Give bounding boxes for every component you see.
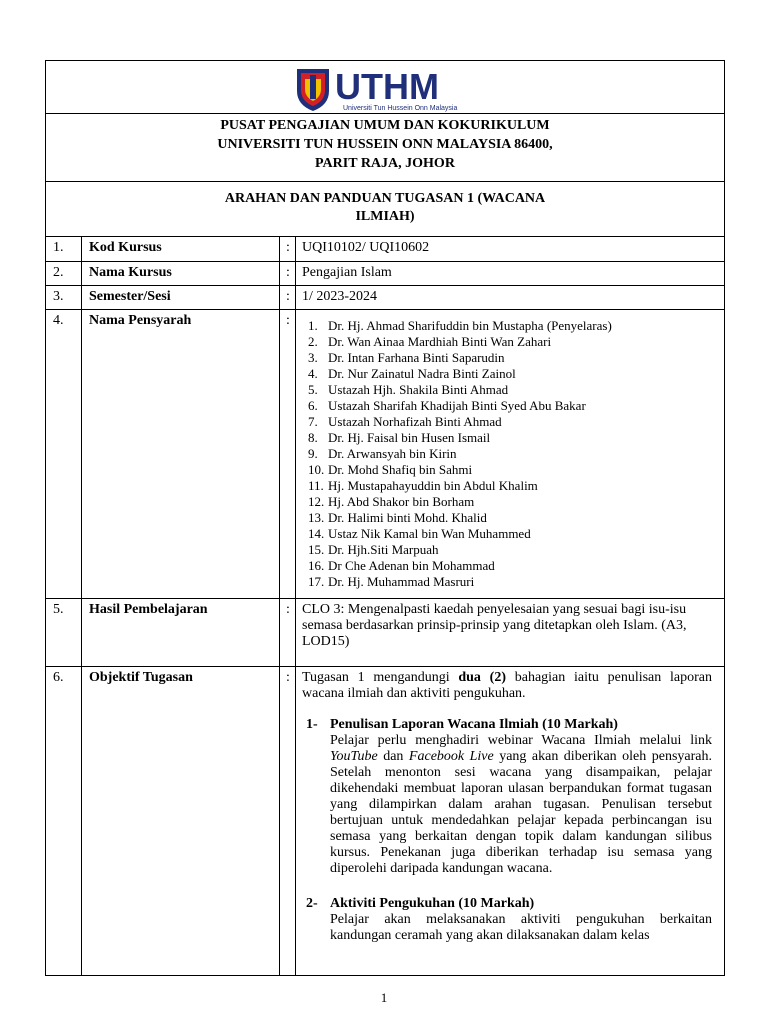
lecturer-item	[302, 334, 712, 350]
body-emphasis: YouTube	[330, 749, 378, 764]
section-body	[302, 733, 712, 877]
row-colon: :	[286, 289, 290, 304]
lecturer-name: Dr. Hjh.Siti Marpuah	[328, 542, 439, 557]
row-number: 3.	[53, 289, 64, 304]
lecturer-item	[302, 510, 712, 526]
body-emphasis: Facebook Live	[408, 749, 494, 764]
section-title	[302, 716, 712, 733]
row-colon: :	[286, 240, 290, 255]
table-row	[46, 262, 724, 286]
uthm-logo	[293, 65, 478, 113]
body-text: Pelajar perlu menghadiri webinar Wacana Ilmiah melalui link	[330, 733, 712, 748]
lecturer-number: 12.	[308, 494, 325, 509]
row-colon: :	[286, 670, 290, 685]
lecturer-item	[302, 542, 712, 558]
lecturer-number: 6.	[308, 398, 318, 413]
lecturer-number: 5.	[308, 382, 318, 397]
lecturer-item	[302, 398, 712, 414]
lecturer-item	[302, 558, 712, 574]
section-title-text: Aktiviti Pengukuhan (10 Markah)	[330, 896, 535, 911]
lecturer-name: Ustazah Norhafizah Binti Ahmad	[328, 414, 502, 429]
row-value: 1/ 2023-2024	[302, 289, 378, 304]
row-number: 1.	[53, 240, 64, 255]
header-line-3: PARIT RAJA, JOHOR	[315, 156, 455, 171]
row-number: 2.	[53, 265, 64, 280]
lecturer-number: 11.	[308, 478, 324, 493]
lecturer-number: 3.	[308, 350, 318, 365]
lecturer-item	[302, 462, 712, 478]
title-line-1: ARAHAN DAN PANDUAN TUGASAN 1 (WACANA	[224, 191, 546, 206]
table-row	[46, 310, 724, 599]
lecturer-list-cell	[302, 318, 712, 590]
lecturer-item	[302, 478, 712, 494]
section-title-text: Penulisan Laporan Wacana Ilmiah (10 Markah)	[330, 717, 618, 732]
table-row	[46, 237, 724, 262]
institution-header	[46, 114, 724, 182]
lecturer-name: Dr. Hj. Ahmad Sharifuddin bin Mustapha (Penyelaras)	[328, 318, 612, 333]
lecturer-name: Dr. Hj. Faisal bin Husen Ismail	[328, 430, 491, 445]
lecturer-list	[302, 318, 712, 590]
row-label: Semester/Sesi	[89, 289, 171, 304]
logo-row	[46, 61, 724, 114]
document-table	[45, 60, 725, 976]
objective-cell	[302, 670, 712, 944]
lecturer-name: Hj. Mustapahayuddin bin Abdul Khalim	[328, 478, 538, 493]
lecturer-number: 7.	[308, 414, 318, 429]
intro-text: Tugasan 1 mengandungi	[302, 670, 459, 685]
row-colon: :	[286, 602, 290, 617]
row-value: CLO 3: Mengenalpasti kaedah penyelesaian yang sesuai bagi isu-isu semasa berdasarkan prinsip-prinsip yang ditetapkan oleh Islam. (A3, LOD15)	[302, 602, 687, 649]
lecturer-name: Dr. Wan Ainaa Mardhiah Binti Wan Zahari	[328, 334, 552, 349]
lecturer-name: Dr. Nur Zainatul Nadra Binti Zainol	[328, 366, 516, 381]
table-row	[46, 286, 724, 310]
body-text: dan	[377, 749, 409, 764]
lecturer-name: Dr. Intan Farhana Binti Saparudin	[328, 350, 505, 365]
lecturer-item	[302, 526, 712, 542]
row-number: 4.	[53, 313, 64, 328]
intro-text: bahagian iaitu penulisan laporan wacana ilmiah dan aktiviti pengukuhan.	[302, 670, 712, 701]
lecturer-item	[302, 318, 712, 334]
row-value: UQI10102/ UQI10602	[302, 240, 430, 255]
lecturer-name: Dr. Halimi binti Mohd. Khalid	[328, 510, 487, 525]
lecturer-name: Hj. Abd Shakor bin Borham	[328, 494, 475, 509]
row-label: Kod Kursus	[89, 240, 162, 255]
header-line-2: UNIVERSITI TUN HUSSEIN ONN MALAYSIA 86400,	[217, 137, 553, 152]
lecturer-name: Ustaz Nik Kamal bin Wan Muhammed	[328, 526, 531, 541]
lecturer-name: Dr. Arwansyah bin Kirin	[328, 446, 457, 461]
lecturer-name: Dr. Mohd Shafiq bin Sahmi	[328, 462, 473, 477]
lecturer-number: 10.	[308, 462, 325, 477]
objective-intro	[302, 670, 712, 702]
lecturer-name: Dr. Hj. Muhammad Masruri	[328, 574, 475, 589]
svg-text:Universiti Tun Hussein Onn Mal: Universiti Tun Hussein Onn Malaysia	[343, 105, 458, 112]
lecturer-number: 17.	[308, 574, 325, 589]
title-line-2: ILMIAH)	[355, 209, 415, 224]
lecturer-name: Ustazah Hjh. Shakila Binti Ahmad	[328, 382, 509, 397]
section-body: Pelajar akan melaksanakan aktiviti pengukuhan berkaitan kandungan ceramah yang akan dilaksanakan dalam kelas	[330, 912, 712, 943]
row-label: Objektif Tugasan	[89, 670, 193, 685]
row-label: Hasil Pembelajaran	[89, 602, 208, 617]
lecturer-number: 14.	[308, 526, 325, 541]
lecturer-item	[302, 382, 712, 398]
table-row	[46, 667, 724, 976]
lecturer-number: 9.	[308, 446, 318, 461]
row-colon: :	[286, 313, 290, 328]
header-line-1: PUSAT PENGAJIAN UMUM DAN KOKURIKULUM	[220, 118, 550, 133]
intro-bold: dua (2)	[458, 670, 506, 685]
row-number: 5.	[53, 602, 64, 617]
lecturer-item	[302, 366, 712, 382]
section-number: 2-	[306, 896, 318, 911]
document-title	[46, 182, 724, 237]
table-row	[46, 599, 724, 667]
lecturer-item	[302, 446, 712, 462]
lecturer-number: 16.	[308, 558, 325, 573]
lecturer-number: 4.	[308, 366, 318, 381]
section-title	[302, 895, 712, 912]
svg-text:UTHM: UTHM	[335, 66, 439, 107]
row-colon: :	[286, 265, 290, 280]
body-text: yang akan diberikan oleh pensyarah. Setelah menonton sesi wacana yang disampaikan, pelajar dikehendaki membuat laporan ulasan berpandukan format tugasan yang dilampirkan dalam arahan tugasan. Penulisan tersebut bertujuan untuk mendedahkan pelajar kepada perbincangan isu semasa yang berkaitan dengan topik dalam kandungan silibus kursus. Penekanan juga diberikan terhadap isu semasa yang diperolehi daripada kandungan wacana.	[330, 749, 712, 876]
lecturer-number: 1.	[308, 318, 318, 333]
lecturer-number: 2.	[308, 334, 318, 349]
row-value: Pengajian Islam	[302, 265, 392, 280]
lecturer-number: 8.	[308, 430, 318, 445]
lecturer-name: Ustazah Sharifah Khadijah Binti Syed Abu Bakar	[328, 398, 586, 413]
row-number: 6.	[53, 670, 64, 685]
lecturer-name: Dr Che Adenan bin Mohammad	[328, 558, 495, 573]
lecturer-number: 13.	[308, 510, 325, 525]
lecturer-item	[302, 414, 712, 430]
lecturer-item	[302, 430, 712, 446]
lecturer-item	[302, 574, 712, 590]
lecturer-item	[302, 494, 712, 510]
lecturer-number: 15.	[308, 542, 325, 557]
page-number: 1	[380, 990, 388, 1005]
row-label: Nama Kursus	[89, 265, 172, 280]
lecturer-item	[302, 350, 712, 366]
row-label: Nama Pensyarah	[89, 313, 192, 328]
section-number: 1-	[306, 717, 318, 732]
